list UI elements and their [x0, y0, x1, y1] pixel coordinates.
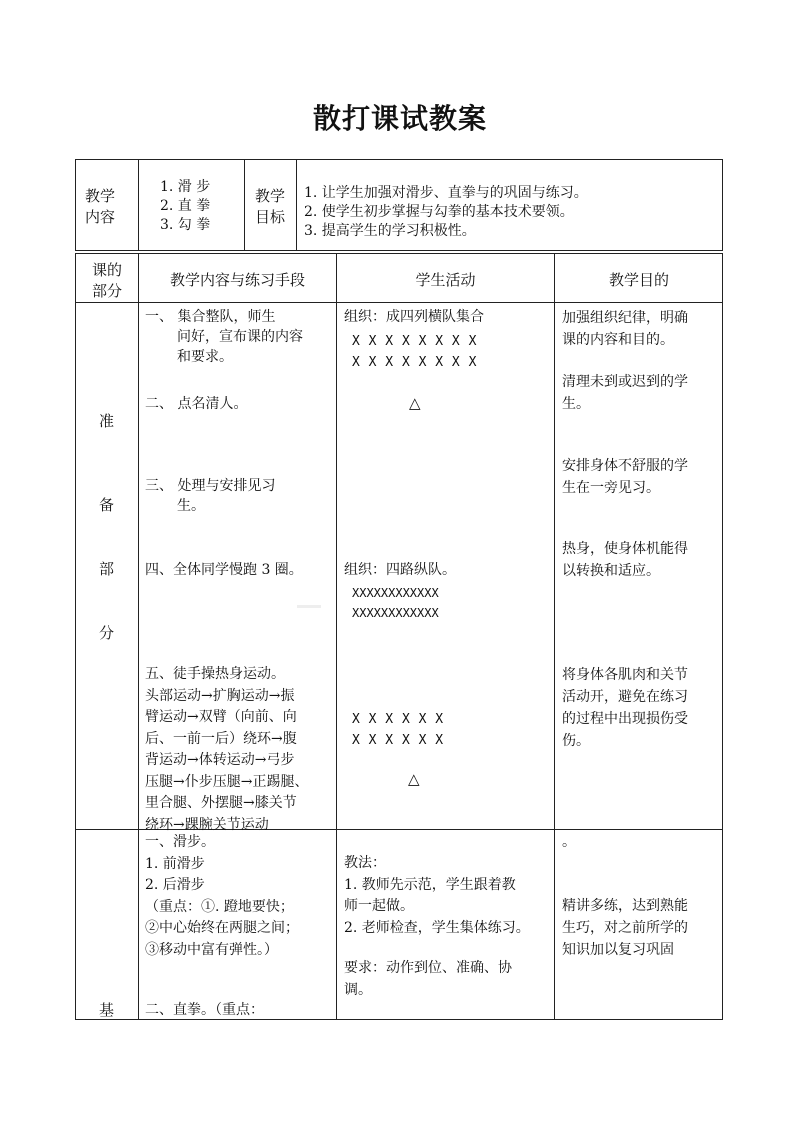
- list-item: 1. 滑 步: [160, 179, 211, 195]
- header-part: 课的 部分: [91, 261, 122, 300]
- prep-part-char: 部: [99, 560, 115, 578]
- prep-part-char: 备: [99, 496, 115, 514]
- prep-activity-1: 组织：成四列横队集合: [344, 309, 484, 325]
- prep-part-char: 分: [99, 624, 115, 642]
- smudge: [297, 605, 321, 608]
- content-label: 教学 内容: [85, 187, 116, 226]
- list-item: 3. 勾 拳: [160, 217, 211, 233]
- list-item: 2. 直 拳: [160, 198, 211, 214]
- basic-purpose: 精讲多练，达到熟能 生巧，对之前所学的 知识加以复习巩固: [562, 898, 688, 958]
- basic-content-2: 二、直拳。（重点：: [145, 1002, 264, 1018]
- header-purpose: 教学目的: [608, 271, 669, 289]
- prep-purpose-5: 将身体各肌肉和关节 活动开，避免在练习 的过程中出现损伤受 伤。: [562, 667, 688, 749]
- basic-activity: 教法： 1. 教师先示范，学生跟着教 师一起做。 2. 老师检查，学生集体练习。: [344, 855, 530, 936]
- prep-content-5: 五、徒手操热身运动。 头部运动→扩胸运动→振 臂运动→双臂（向前、向 后、一前一后）绕环→腹 背运动→体转运动→弓步 压腿→仆步压腿→正踢腿、 里合腿、外摆腿→膝关节 绕环→踝腕关节运动: [145, 666, 309, 833]
- prep-purpose-4: 热身，使身体机能得 以转换和适应。: [562, 541, 688, 579]
- list-item: 2. 使学生初步掌握与勾拳的基本技术要领。: [304, 204, 574, 220]
- prep-content-2: 二、 点名清人。: [145, 396, 248, 412]
- prep-content-4: 四、全体同学慢跑 3 圈。: [145, 562, 303, 578]
- basic-part-char: 基: [99, 1001, 115, 1019]
- formation-spread: X X X X X X X X X X X X: [352, 712, 444, 748]
- header-content: 教学内容与练习手段: [169, 271, 305, 289]
- prep-content-1: 一、 集合整队，师生 问好，宣布课的内容 和要求。: [145, 309, 303, 365]
- header-activity: 学生活动: [415, 271, 476, 289]
- formation-columns: XXXXXXXXXXXX XXXXXXXXXXXX: [352, 586, 439, 620]
- prep-content-3: 三、 处理与安排见习 生。: [145, 478, 276, 514]
- prep-purpose-2: 清理未到或迟到的学 生。: [562, 374, 688, 412]
- prep-part-char: 准: [99, 412, 115, 430]
- page-title: 散打课试教案: [312, 102, 487, 135]
- prep-activity-2: 组织：四路纵队。: [344, 562, 456, 578]
- teacher-triangle-icon: △: [408, 770, 420, 788]
- content-list: [160, 177, 210, 234]
- prep-purpose-1: 加强组织纪律，明确 课的内容和目的。: [562, 310, 688, 348]
- goal-label: 教学 目标: [255, 187, 286, 226]
- basic-content: 一、滑步。 1. 前滑步 2. 后滑步 （重点：①. 蹬地要快； ②中心始终在两腿之间； ③移动中富有弹性。）: [145, 834, 299, 958]
- basic-requirement: 要求：动作到位、准确、协 调。: [344, 960, 512, 998]
- formation-rows: X X X X X X X X X X X X X X X X: [352, 334, 477, 370]
- goal-list: [304, 183, 588, 240]
- prep-purpose-3: 安排身体不舒服的学 生在一旁见习。: [562, 458, 688, 496]
- list-item: 1. 让学生加强对滑步、直拳与的巩固与练习。: [304, 185, 588, 201]
- basic-purpose-dot: 。: [562, 834, 576, 850]
- teacher-triangle-icon: △: [409, 394, 421, 412]
- list-item: 3. 提高学生的学习积极性。: [304, 223, 476, 239]
